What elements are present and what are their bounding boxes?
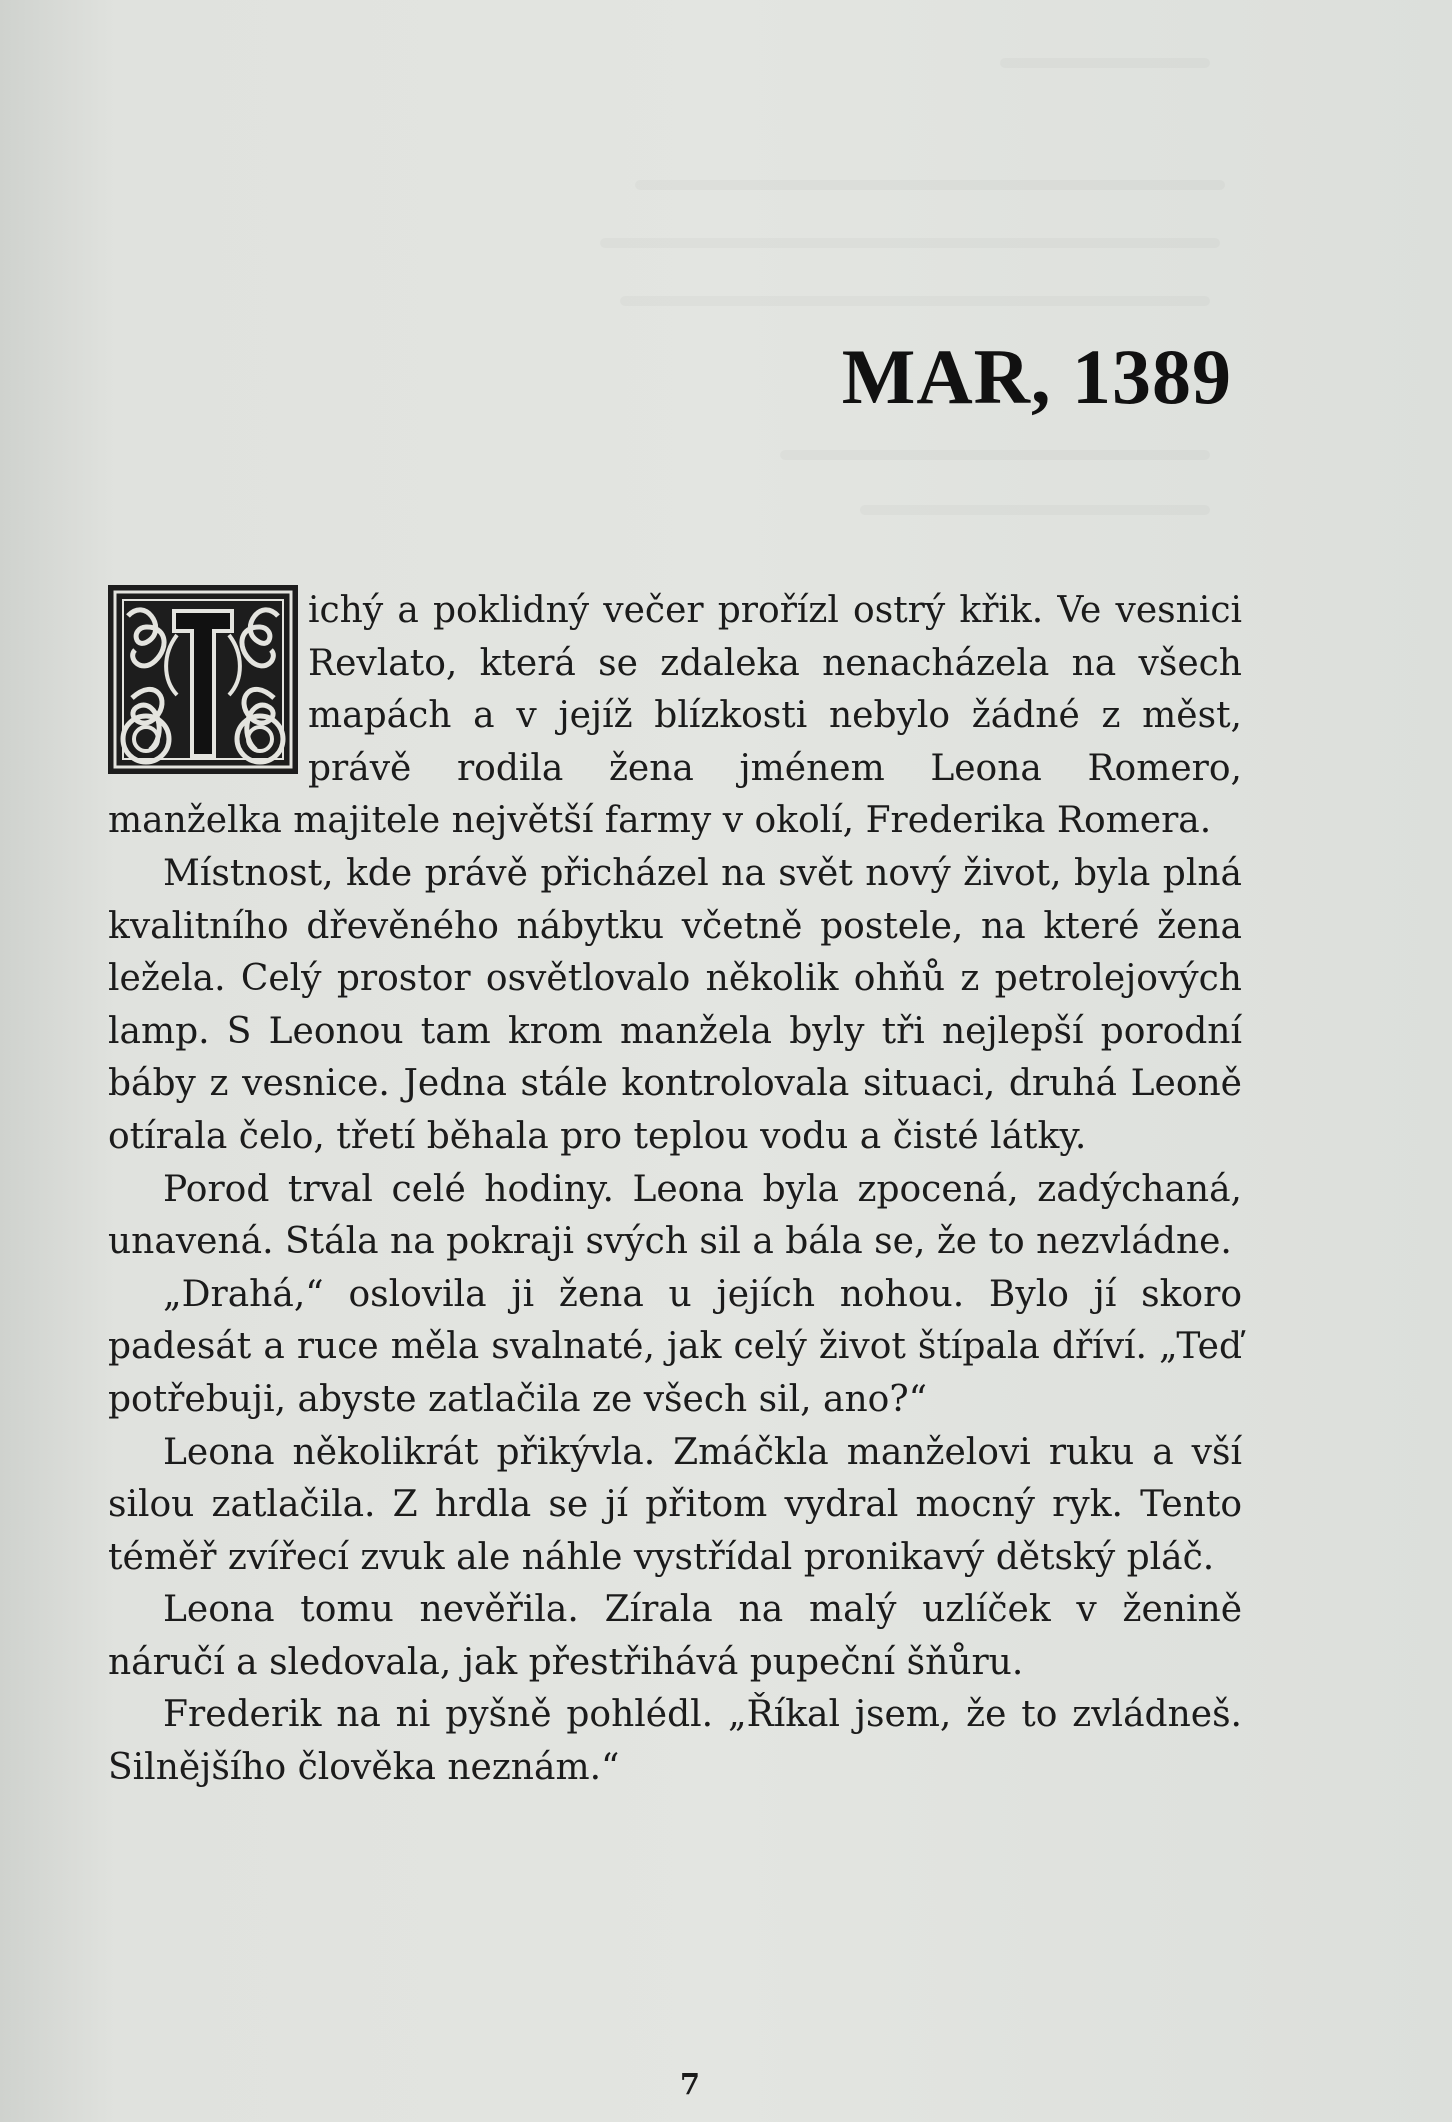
page-number: 7 (679, 2067, 701, 2101)
paragraph: „Drahá,“ oslovila ji žena u jejích nohou. Bylo jí skoro padesát a ruce měla svalnaté, jak celý život štípala dříví. „Teď potřebuji, abyste zatlačila ze všech sil, ano?“ (108, 1273, 1242, 1420)
opening-paragraph (108, 585, 1242, 848)
ornamental-drop-cap (108, 585, 298, 774)
opening-paragraph-text: ichý a poklidný večer prořízl ostrý křik. Ve vesnici Revlato, která se zdaleka nenacházela na všech mapách a v jejíž blízkosti nebylo žádné z měst, právě rodila žena jménem Leona Romero, manželka majitele největší farmy v okolí, Frederika Romera. (108, 590, 1242, 842)
show-through-text (780, 450, 1210, 460)
show-through-text (620, 296, 1210, 306)
decorative-initial-icon (108, 585, 298, 774)
show-through-text (1000, 58, 1210, 68)
paragraph: Leona několikrát přikývla. Zmáčkla manželovi ruku a vší silou zatlačila. Z hrdla se jí přitom vydral mocný ryk. Tento téměř zvířecí zvuk ale náhle vystřídal pronikavý dětský pláč. (108, 1431, 1242, 1578)
show-through-text (600, 238, 1220, 248)
show-through-text (860, 505, 1210, 515)
paragraph: Frederik na ni pyšně pohlédl. „Říkal jsem, že to zvládneš. Silnějšího člověka neznám.“ (108, 1694, 1242, 1789)
chapter-title: MAR, 1389 (841, 333, 1232, 420)
paragraph: Leona tomu nevěřila. Zírala na malý uzlíček v ženině náručí a sledovala, jak přestřihává pupeční šňůru. (108, 1589, 1242, 1683)
show-through-text (635, 180, 1225, 190)
paragraph: Místnost, kde právě přicházel na svět nový život, byla plná kvalitního dřevěného nábytku včetně postele, na které žena ležela. Celý prostor osvětlovalo několik ohňů z petrolejových lamp. S Leonou tam krom manžela byly tři nejlepší porodní báby z vesnice. Jedna stále kontrolovala situaci, druhá Leoně otírala čelo, třetí běhala pro teplou vodu a čisté látky. (108, 852, 1242, 1157)
chapter-body (108, 585, 1242, 1795)
paragraph: Porod trval celé hodiny. Leona byla zpocená, zadýchaná, unavená. Stála na pokraji svých sil a bála se, že to nezvládne. (108, 1168, 1242, 1263)
